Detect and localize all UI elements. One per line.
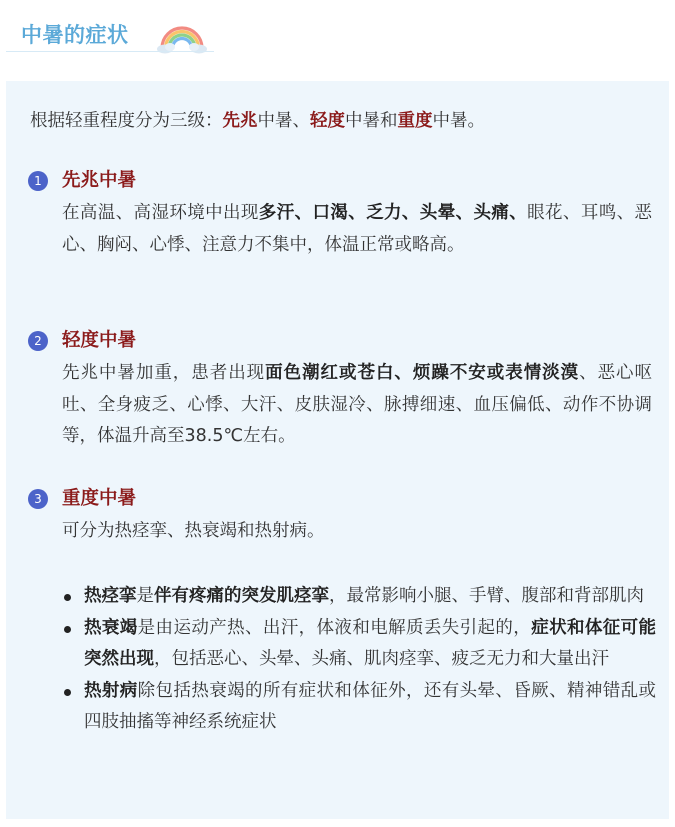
- intro-prefix: 根据轻重程度分为三级：: [30, 111, 223, 131]
- body-bold-text: 面色潮红或苍白、烦躁不安或表情淡漠: [265, 363, 580, 383]
- intro-level-1: 先兆: [222, 111, 258, 131]
- page-title: 中暑的症状: [21, 23, 129, 47]
- list-item-text: ，包括恶心、头晕、头痛、肌肉痉挛、疲乏无力和大量出汗: [154, 649, 609, 669]
- list-item-term: 热衰竭: [84, 617, 138, 638]
- intro-text: [30, 106, 485, 136]
- list-item-heat-cramps: [62, 581, 656, 613]
- header-divider: [6, 51, 214, 52]
- list-item-text: 除包括热衰竭的所有症状和体征外，还有头晕、昏厥、精神错乱或四肢抽搐等神经系统症状: [84, 680, 657, 732]
- list-item-bold-text: 伴有疼痛的突发肌痉挛: [154, 586, 329, 606]
- bullet-dot: [64, 594, 71, 601]
- intro-suffix: 中暑。: [432, 111, 485, 131]
- section-body: 可分为热痉挛、热衰竭和热射病。: [62, 521, 325, 541]
- list-item-bold-text: 症状和体征可能突然出现: [84, 617, 657, 669]
- section-header: [6, 10, 214, 52]
- intro-level-2: 轻度: [310, 111, 345, 131]
- body-text: 眼花、耳鸣、恶心、胸闷、心悸、注意力不集中，体温正常或略高。: [62, 203, 652, 255]
- list-item-heat-stroke: [62, 676, 656, 739]
- section-title: 轻度中暑: [62, 330, 137, 351]
- content-card: [6, 81, 669, 819]
- rainbow-icon: [156, 22, 208, 54]
- body-bold-text: 多汗、口渴、乏力、头晕、头痛、: [258, 203, 528, 223]
- intro-join-2: 中暑和: [345, 111, 398, 131]
- bullet-dot: [64, 626, 71, 633]
- section-number-badge: 2: [28, 331, 48, 351]
- section-body: [62, 198, 652, 261]
- body-text: 先兆中暑加重，患者出现: [62, 363, 266, 383]
- section-number-badge: 3: [28, 489, 48, 509]
- bullet-dot: [64, 689, 71, 696]
- section-number-badge: 1: [28, 171, 48, 191]
- body-text: 、恶心呕吐、全身疲乏、心悸、大汗、皮肤湿冷、脉搏细速、血压偏低、动作不协调等，体温升高至38.5℃左右。: [62, 363, 653, 446]
- list-item-text: ，最常影响小腿、手臂、腹部和背部肌肉: [329, 586, 644, 606]
- list-item-heat-exhaustion: [62, 613, 656, 676]
- section-title: 先兆中暑: [62, 170, 137, 191]
- section-body: [62, 358, 652, 453]
- body-text: 在高温、高湿环境中出现: [62, 203, 259, 223]
- intro-join-1: 中暑、: [257, 111, 310, 131]
- list-item-text: 是: [136, 586, 154, 606]
- severe-subtypes-list: [62, 581, 656, 739]
- list-item-term: 热痉挛: [84, 586, 137, 606]
- section-title: 重度中暑: [62, 488, 137, 509]
- list-item-text: 是由运动产热、出汗，体液和电解质丢失引起的，: [137, 617, 532, 638]
- list-item-term: 热射病: [84, 680, 138, 701]
- intro-level-3: 重度: [397, 111, 433, 131]
